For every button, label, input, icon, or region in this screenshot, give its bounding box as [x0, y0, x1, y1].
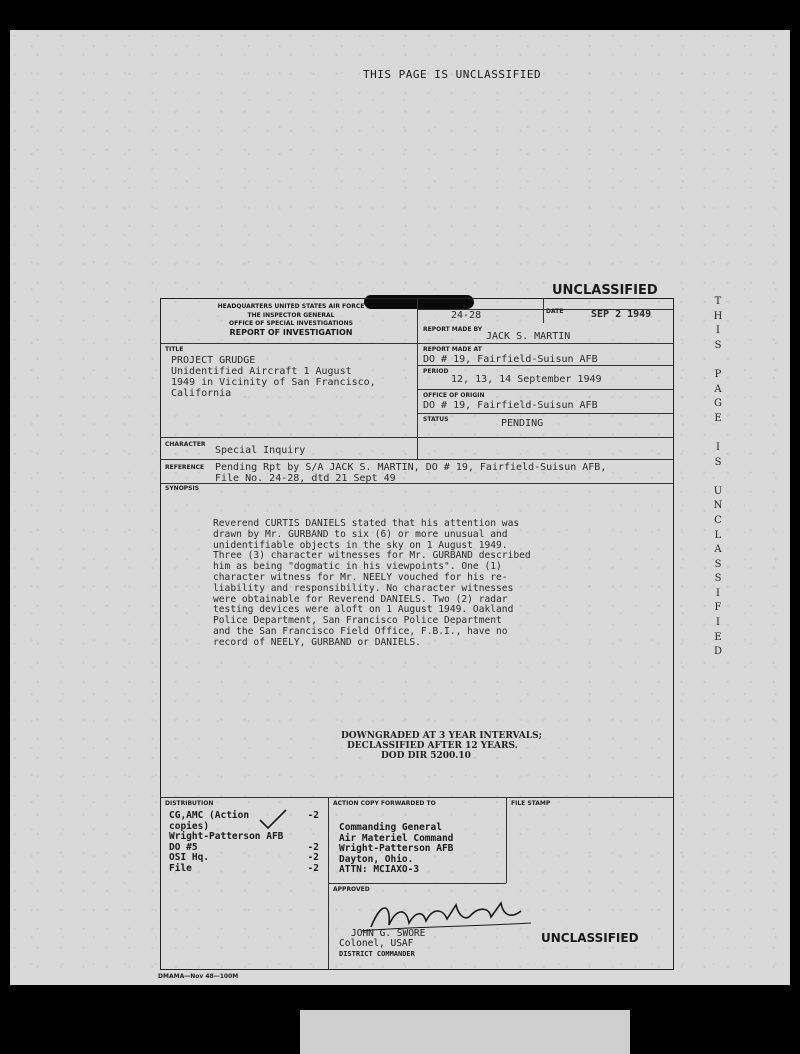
side-letter: T: [714, 296, 722, 307]
form-title: REPORT OF INVESTIGATION: [229, 327, 353, 337]
side-letter: S: [714, 456, 722, 468]
form-number: DMAMA—Nov 48—100M: [158, 973, 239, 980]
side-letter: I: [716, 617, 720, 629]
report-made-at-label: REPORT MADE AT: [423, 346, 482, 353]
side-letter: A: [714, 544, 722, 556]
side-letter: [711, 353, 725, 368]
header-line: OFFICE OF SPECIAL INVESTIGATIONS: [229, 320, 353, 327]
downgrade-line: DECLASSIFIED AFTER 12 YEARS.: [347, 741, 518, 751]
synopsis-line: Police Department, San Francisco Police Department: [213, 615, 502, 627]
file-stamp-label: FILE STAMP: [511, 800, 551, 807]
side-letter: E: [714, 631, 722, 643]
action-line: Dayton, Ohio.: [339, 853, 414, 865]
reference-line: Pending Rpt by S/A JACK S. MARTIN, DO # 19, Fairfield-Suisun AFB,: [215, 462, 607, 473]
reference-label: REFERENCE: [165, 464, 205, 471]
approver-title: DISTRICT COMMANDER: [339, 950, 415, 958]
header-line: HEADQUARTERS UNITED STATES AIR FORCE: [217, 303, 365, 310]
side-letter: I: [716, 587, 720, 599]
header-line: THE INSPECTOR GENERAL: [247, 311, 335, 319]
synopsis-line: Reverend CURTIS DANIELS stated that his attention was: [213, 518, 520, 529]
synopsis-line: unidentifiable objects in the sky on 1 August 1949.: [213, 539, 508, 551]
distribution-row: CG,AMC (Action -2: [169, 810, 319, 821]
report-made-at: DO # 19, Fairfield-Suisun AFB: [423, 354, 598, 365]
form-header: [201, 303, 381, 337]
synopsis-label: SYNOPSIS: [165, 485, 200, 492]
distribution-list: [169, 811, 319, 874]
title-label: TITLE: [165, 346, 184, 353]
distribution-row: copies): [169, 820, 210, 832]
date-label: DATE: [546, 308, 564, 315]
side-letter: [711, 426, 725, 441]
status-label: STATUS: [423, 416, 449, 423]
side-classification-text: [711, 295, 725, 660]
side-letter: S: [714, 558, 722, 570]
title-value: [171, 355, 376, 399]
downgrade-line: DOWNGRADED AT 3 YEAR INTERVALS;: [341, 731, 542, 741]
synopsis-line: and the San Francisco Field Office, F.B.I., have no: [213, 625, 508, 637]
side-letter: I: [716, 441, 720, 453]
approved-label: APPROVED: [333, 886, 370, 893]
side-letter: U: [713, 485, 723, 497]
file-number: 24-28: [451, 310, 482, 321]
side-letter: S: [714, 339, 722, 351]
action-line: ATTN: MCIAXO-3: [339, 864, 420, 875]
title-line: California: [171, 388, 232, 399]
side-letter: I: [716, 325, 720, 337]
side-letter: S: [714, 573, 722, 585]
action-line: Air Materiel Command: [339, 832, 454, 844]
title-line: PROJECT GRUDGE: [171, 355, 256, 366]
scan-bottom-strip: [300, 1010, 630, 1054]
approver-rank: Colonel, USAF: [339, 938, 414, 949]
period-value: 12, 13, 14 September 1949: [451, 374, 602, 385]
side-letter: P: [714, 368, 722, 380]
synopsis-line: him as being "dogmatic in his viewpoints". One (1): [213, 561, 502, 573]
character-label: CHARACTER: [165, 441, 206, 448]
synopsis-line: record of NEELY, GURBAND or DANIELS.: [213, 636, 421, 648]
action-line: Commanding General: [339, 822, 442, 833]
distribution-row: OSI Hq. -2: [169, 852, 319, 863]
unclassified-stamp-bottom: UNCLASSIFIED: [541, 931, 639, 945]
report-made-by: JACK S. MARTIN: [486, 331, 571, 342]
side-letter: G: [714, 398, 722, 410]
status-value: PENDING: [501, 418, 544, 429]
side-letter: F: [714, 602, 722, 614]
report-made-by-label: REPORT MADE BY: [423, 326, 483, 333]
side-letter: [711, 470, 725, 485]
side-letter: H: [713, 310, 723, 322]
synopsis-text: [213, 519, 593, 649]
title-line: Unidentified Aircraft 1 August: [171, 366, 352, 377]
checkmark-icon: [258, 808, 288, 830]
side-letter: L: [714, 529, 722, 541]
synopsis-line: character witness for Mr. NEELY vouched for his re-: [213, 571, 508, 583]
synopsis-line: liability and responsibility. No character witnesses: [213, 582, 514, 594]
action-copy-label: ACTION COPY FORWARDED TO: [333, 800, 436, 807]
side-letter: E: [714, 412, 722, 424]
synopsis-line: drawn by Mr. GURBAND to six (6) or more unusual and: [213, 528, 508, 540]
distribution-row: DO #5 -2: [169, 841, 319, 853]
distribution-label: DISTRIBUTION: [165, 800, 214, 807]
office-of-origin: DO # 19, Fairfield-Suisun AFB: [423, 400, 598, 411]
period-label: PERIOD: [423, 368, 449, 375]
side-letter: A: [714, 383, 722, 395]
character-value: Special Inquiry: [215, 445, 306, 456]
synopsis-line: Three (3) character witnesses for Mr. GURBAND described: [213, 550, 531, 562]
office-of-origin-label: OFFICE OF ORIGIN: [423, 392, 485, 399]
reference-line: File No. 24-28, dtd 21 Sept 49: [215, 473, 396, 484]
report-form: [160, 298, 674, 970]
side-letter: D: [713, 646, 723, 658]
distribution-row: File -2: [169, 862, 319, 874]
classification-banner: THIS PAGE IS UNCLASSIFIED: [363, 68, 542, 81]
synopsis-line: testing devices were aloft on 1 August 1949. Oakland: [213, 604, 514, 616]
approver-block: [339, 929, 425, 959]
downgrade-stamp: [341, 731, 542, 761]
title-line: 1949 in Vicinity of San Francisco,: [171, 377, 376, 388]
distribution-row: Wright-Patterson AFB: [169, 831, 284, 842]
action-line: Wright-Patterson AFB: [339, 843, 454, 854]
side-letter: N: [713, 500, 723, 512]
date-value: SEP 2 1949: [591, 309, 652, 320]
action-copy-address: [339, 823, 509, 876]
side-letter: C: [714, 514, 722, 526]
downgrade-line: DOD DIR 5200.10: [381, 751, 471, 761]
approver-name: JOHN G. SWORE: [351, 928, 426, 939]
synopsis-line: were obtainable for Reverend DANIELS. Two (2) radar: [213, 593, 508, 605]
unclassified-stamp-top: UNCLASSIFIED: [552, 283, 658, 298]
